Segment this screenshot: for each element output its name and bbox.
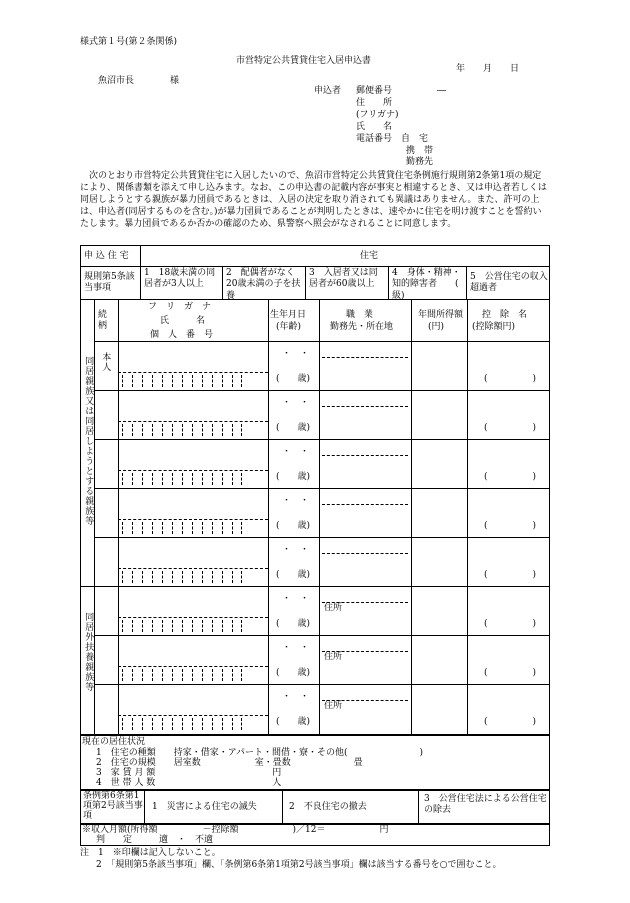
birthdate-dots[interactable]: ・ ・: [282, 398, 310, 408]
col-job-place: 勤務先・所在地: [330, 322, 394, 332]
col-income: 年間所得額: [418, 310, 464, 320]
birthdate-dots[interactable]: ・ ・: [282, 545, 310, 555]
housing-field[interactable]: 住宅: [360, 251, 379, 261]
col-age: (年齢): [276, 322, 302, 332]
deduction-amount-field[interactable]: ( ): [484, 521, 537, 531]
current-heading: 現在の居住状況: [82, 737, 146, 747]
rule5-item-4[interactable]: 4 身体・精神・知的障害者 ( 級): [392, 268, 477, 301]
col-deduction-sub: (控除額円): [472, 322, 516, 332]
deduction-amount-field[interactable]: ( ): [484, 374, 537, 384]
income-calc-line: ※収入月額(所得額 －控除額 )／12＝ 円: [82, 825, 389, 835]
birthdate-dots[interactable]: ・ ・: [282, 349, 310, 359]
mobile-phone-field[interactable]: 携 帯: [406, 146, 434, 156]
deduction-amount-field[interactable]: ( ): [484, 472, 537, 482]
current-housing-size[interactable]: 2 住宅の規模 居室数 室・畳数 畳: [96, 758, 363, 768]
furigana-field[interactable]: (フリガナ): [356, 110, 399, 120]
birthdate-dots[interactable]: ・ ・: [282, 692, 310, 702]
rule5-item-1[interactable]: 1 18歳未満の同居者が3人以上: [144, 268, 216, 290]
age-field[interactable]: ( 歳): [276, 521, 311, 531]
age-field[interactable]: ( 歳): [276, 423, 311, 433]
deduction-amount-field[interactable]: ( ): [484, 668, 537, 678]
rule5-item-2[interactable]: 2 配偶者がなく20歳未満の子を扶養: [226, 268, 301, 301]
address-label: 住所: [324, 701, 343, 711]
personal-number-grid[interactable]: [122, 522, 242, 534]
birthdate-dots[interactable]: ・ ・: [282, 496, 310, 506]
col-job: 職 業: [346, 310, 374, 320]
addressee: 魚沼市長 様: [98, 76, 180, 86]
judgment-line: 判 定 適 ・ 不適: [96, 835, 214, 845]
name-field[interactable]: 氏 名: [356, 122, 393, 132]
personal-number-grid[interactable]: [122, 571, 242, 583]
birthdate-dots[interactable]: ・ ・: [282, 447, 310, 457]
form-title: 市営特定公共賃貸住宅入居申込書: [236, 56, 372, 66]
family-group-label: 同居親族又は同居しようとする親族等: [83, 356, 94, 526]
rule6-item-2[interactable]: 2 不良住宅の撤去: [289, 802, 367, 812]
rule6-item-3[interactable]: 3 公営住宅法による公営住宅の除去: [424, 794, 547, 816]
current-household[interactable]: 4 世 帯 人 数 人: [96, 778, 282, 788]
note-2: 2 「規則第5条該当事項」欄、「条例第6条第1項第2号該当事項」欄は該当する番号を○で囲むこと。: [96, 860, 502, 870]
current-rent[interactable]: 3 家 賃 月 額 円: [96, 768, 282, 778]
dependent-group-label: 同居外扶養親族等: [83, 612, 94, 692]
personal-number-grid[interactable]: [122, 375, 242, 387]
personal-number-grid[interactable]: [122, 424, 242, 436]
address-field[interactable]: 住 所: [356, 98, 393, 108]
applicant-label: 申込者: [314, 86, 342, 96]
col-deduction: 控 除 名: [482, 310, 528, 320]
age-field[interactable]: ( 歳): [276, 472, 311, 482]
rule5-item-3[interactable]: 3 入居者又は同居者が60歳以上: [309, 268, 378, 290]
col-birth: 生年月日: [270, 310, 307, 320]
home-phone-field[interactable]: 電話番号 自 宅: [356, 134, 429, 144]
col-name: 氏 名: [160, 316, 206, 326]
address-label: 住所: [324, 652, 343, 662]
self-label: 本人: [100, 352, 111, 372]
col-number: 個 人 番 号: [150, 330, 214, 340]
address-label: 住所: [324, 603, 343, 613]
birthdate-dots[interactable]: ・ ・: [282, 643, 310, 653]
work-phone-field[interactable]: 勤務先: [406, 157, 434, 167]
col-relation: 続柄: [98, 310, 108, 332]
note-1: 注 1 ※印欄は記入しないこと。: [80, 848, 221, 858]
deduction-amount-field[interactable]: ( ): [484, 717, 537, 727]
deduction-amount-field[interactable]: ( ): [484, 570, 537, 580]
postal-code-field[interactable]: 郵便番号 ―: [356, 86, 447, 96]
rule5-item-5[interactable]: 5 公営住宅の収入超過者: [470, 272, 548, 294]
deduction-amount-field[interactable]: ( ): [484, 423, 537, 433]
personal-number-grid[interactable]: [122, 718, 242, 730]
declaration-text: 次のとおり市営特定公共賃貸住宅に入居したいので、魚沼市営特定公共賃貸住宅条例施行規則第2条第1項の規定により、関係書類を添えて申し込みます。なお、この申込書の記載内容が事実と相違するとき、又は申込者若しくは同居しようとする親族が暴力団員であるときは、入居の決定を取り消されても異議はありません。また、許可の上は、申込者(同居するものを含む。)が暴力団員であることが判明したときは、速やかに住宅を明け渡すことを誓約いたします。暴力団員であるか否かの確認のため、県警察へ照会がなされることに同意します。: [80, 171, 547, 229]
personal-number-grid[interactable]: [122, 620, 242, 632]
col-name-kana: フ リ ガ ナ: [148, 302, 212, 312]
form-number: 様式第１号(第２条関係): [80, 37, 178, 47]
age-field[interactable]: ( 歳): [276, 374, 311, 384]
personal-number-grid[interactable]: [122, 669, 242, 681]
current-housing-type[interactable]: 1 住宅の種類 持家・借家・アパート・間借・寮・その他( ): [96, 748, 424, 758]
personal-number-grid[interactable]: [122, 473, 242, 485]
rule6-item-1[interactable]: 1 災害による住宅の滅失: [152, 802, 257, 812]
rule6-label: 条例第6条第1項第2号該当事項: [83, 791, 143, 821]
application-table: [80, 245, 550, 735]
col-income-unit: (円): [428, 322, 445, 332]
deduction-amount-field[interactable]: ( ): [484, 619, 537, 629]
date-field[interactable]: 年 月 日: [456, 64, 520, 74]
housing-label: 申 込 住 宅: [84, 251, 129, 261]
rule5-label: 規則第5条該当事項: [84, 272, 135, 294]
age-field[interactable]: ( 歳): [276, 668, 311, 678]
age-field[interactable]: ( 歳): [276, 619, 311, 629]
birthdate-dots[interactable]: ・ ・: [282, 594, 310, 604]
age-field[interactable]: ( 歳): [276, 717, 311, 727]
age-field[interactable]: ( 歳): [276, 570, 311, 580]
